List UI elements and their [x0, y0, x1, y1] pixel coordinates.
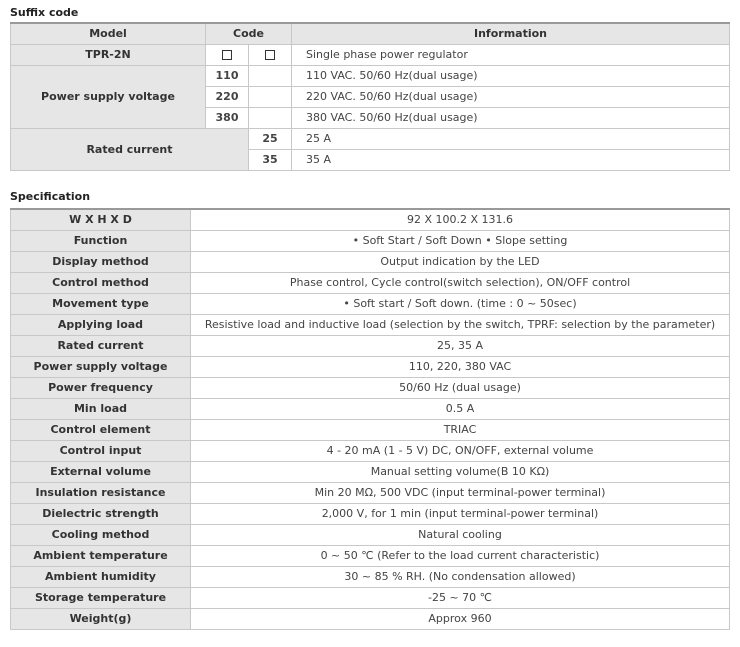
spec-value: 30 ~ 85 % RH. (No condensation allowed)	[191, 567, 730, 588]
spec-row	[11, 294, 730, 315]
specification-title: Specification	[10, 190, 91, 203]
spec-value: 92 X 100.2 X 131.6	[191, 209, 730, 231]
spec-row	[11, 357, 730, 378]
spec-row	[11, 420, 730, 441]
spec-value: 0 ~ 50 ℃ (Refer to the load current characteristic)	[191, 546, 730, 567]
header-information: Information	[292, 23, 730, 45]
header-code: Code	[206, 23, 292, 45]
spec-label: External volume	[11, 462, 191, 483]
voltage-info: 220 VAC. 50/60 Hz(dual usage)	[292, 87, 730, 108]
spec-label: Display method	[11, 252, 191, 273]
spec-value: • Soft start / Soft down. (time : 0 ~ 50sec)	[191, 294, 730, 315]
current-code: 25	[249, 129, 292, 150]
code-slot-1	[206, 45, 249, 66]
spec-label: Control method	[11, 273, 191, 294]
spec-row	[11, 231, 730, 252]
spec-value: 50/60 Hz (dual usage)	[191, 378, 730, 399]
spec-value: • Soft Start / Soft Down • Slope setting	[191, 231, 730, 252]
spec-row	[11, 546, 730, 567]
spec-value: Output indication by the LED	[191, 252, 730, 273]
suffix-header-row	[11, 23, 730, 45]
spec-row	[11, 525, 730, 546]
spec-label: Applying load	[11, 315, 191, 336]
voltage-info: 110 VAC. 50/60 Hz(dual usage)	[292, 66, 730, 87]
spec-label: Min load	[11, 399, 191, 420]
current-row	[11, 129, 730, 150]
spec-row	[11, 609, 730, 630]
spec-row	[11, 504, 730, 525]
spec-label: Weight(g)	[11, 609, 191, 630]
spec-row	[11, 588, 730, 609]
spec-label: Power frequency	[11, 378, 191, 399]
spec-label: W X H X D	[11, 209, 191, 231]
voltage-label: Power supply voltage	[11, 66, 206, 129]
suffix-code-title: Suffix code	[10, 6, 79, 19]
spec-value: 4 - 20 mA (1 - 5 V) DC, ON/OFF, external volume	[191, 441, 730, 462]
spec-row	[11, 209, 730, 231]
spec-value: Resistive load and inductive load (selection by the switch, TPRF: selection by the parameter)	[191, 315, 730, 336]
spec-value: 25, 35 A	[191, 336, 730, 357]
voltage-code: 110	[206, 66, 249, 87]
spec-row	[11, 399, 730, 420]
spec-label: Movement type	[11, 294, 191, 315]
empty-cell	[249, 66, 292, 87]
voltage-info: 380 VAC. 50/60 Hz(dual usage)	[292, 108, 730, 129]
spec-row	[11, 273, 730, 294]
spec-label: Function	[11, 231, 191, 252]
voltage-code: 220	[206, 87, 249, 108]
suffix-code-table	[10, 22, 730, 171]
current-info: 35 A	[292, 150, 730, 171]
spec-value: Min 20 MΩ, 500 VDC (input terminal-power terminal)	[191, 483, 730, 504]
spec-value: 0.5 A	[191, 399, 730, 420]
spec-value: 110, 220, 380 VAC	[191, 357, 730, 378]
code-box-icon	[265, 50, 275, 60]
model-name: TPR-2N	[11, 45, 206, 66]
spec-value: -25 ~ 70 ℃	[191, 588, 730, 609]
header-model: Model	[11, 23, 206, 45]
model-row	[11, 45, 730, 66]
spec-label: Rated current	[11, 336, 191, 357]
spec-label: Ambient temperature	[11, 546, 191, 567]
spec-row	[11, 315, 730, 336]
current-code: 35	[249, 150, 292, 171]
spec-label: Power supply voltage	[11, 357, 191, 378]
spec-row	[11, 483, 730, 504]
spec-row	[11, 567, 730, 588]
spec-row	[11, 462, 730, 483]
spec-value: Phase control, Cycle control(switch selection), ON/OFF control	[191, 273, 730, 294]
spec-value: Approx 960	[191, 609, 730, 630]
spec-value: Manual setting volume(B 10 KΩ)	[191, 462, 730, 483]
voltage-code: 380	[206, 108, 249, 129]
spec-row	[11, 441, 730, 462]
code-box-icon	[222, 50, 232, 60]
spec-label: Control element	[11, 420, 191, 441]
spec-row	[11, 378, 730, 399]
spec-value: Natural cooling	[191, 525, 730, 546]
spec-label: Ambient humidity	[11, 567, 191, 588]
empty-cell	[249, 87, 292, 108]
spec-value: 2,000 V, for 1 min (input terminal-power terminal)	[191, 504, 730, 525]
current-info: 25 A	[292, 129, 730, 150]
empty-cell	[249, 108, 292, 129]
model-info: Single phase power regulator	[292, 45, 730, 66]
spec-label: Cooling method	[11, 525, 191, 546]
spec-label: Insulation resistance	[11, 483, 191, 504]
spec-value: TRIAC	[191, 420, 730, 441]
voltage-row	[11, 66, 730, 87]
specification-table	[10, 208, 730, 630]
spec-row	[11, 336, 730, 357]
spec-row	[11, 252, 730, 273]
code-slot-2	[249, 45, 292, 66]
spec-label: Dielectric strength	[11, 504, 191, 525]
spec-label: Storage temperature	[11, 588, 191, 609]
current-label: Rated current	[11, 129, 249, 171]
spec-label: Control input	[11, 441, 191, 462]
